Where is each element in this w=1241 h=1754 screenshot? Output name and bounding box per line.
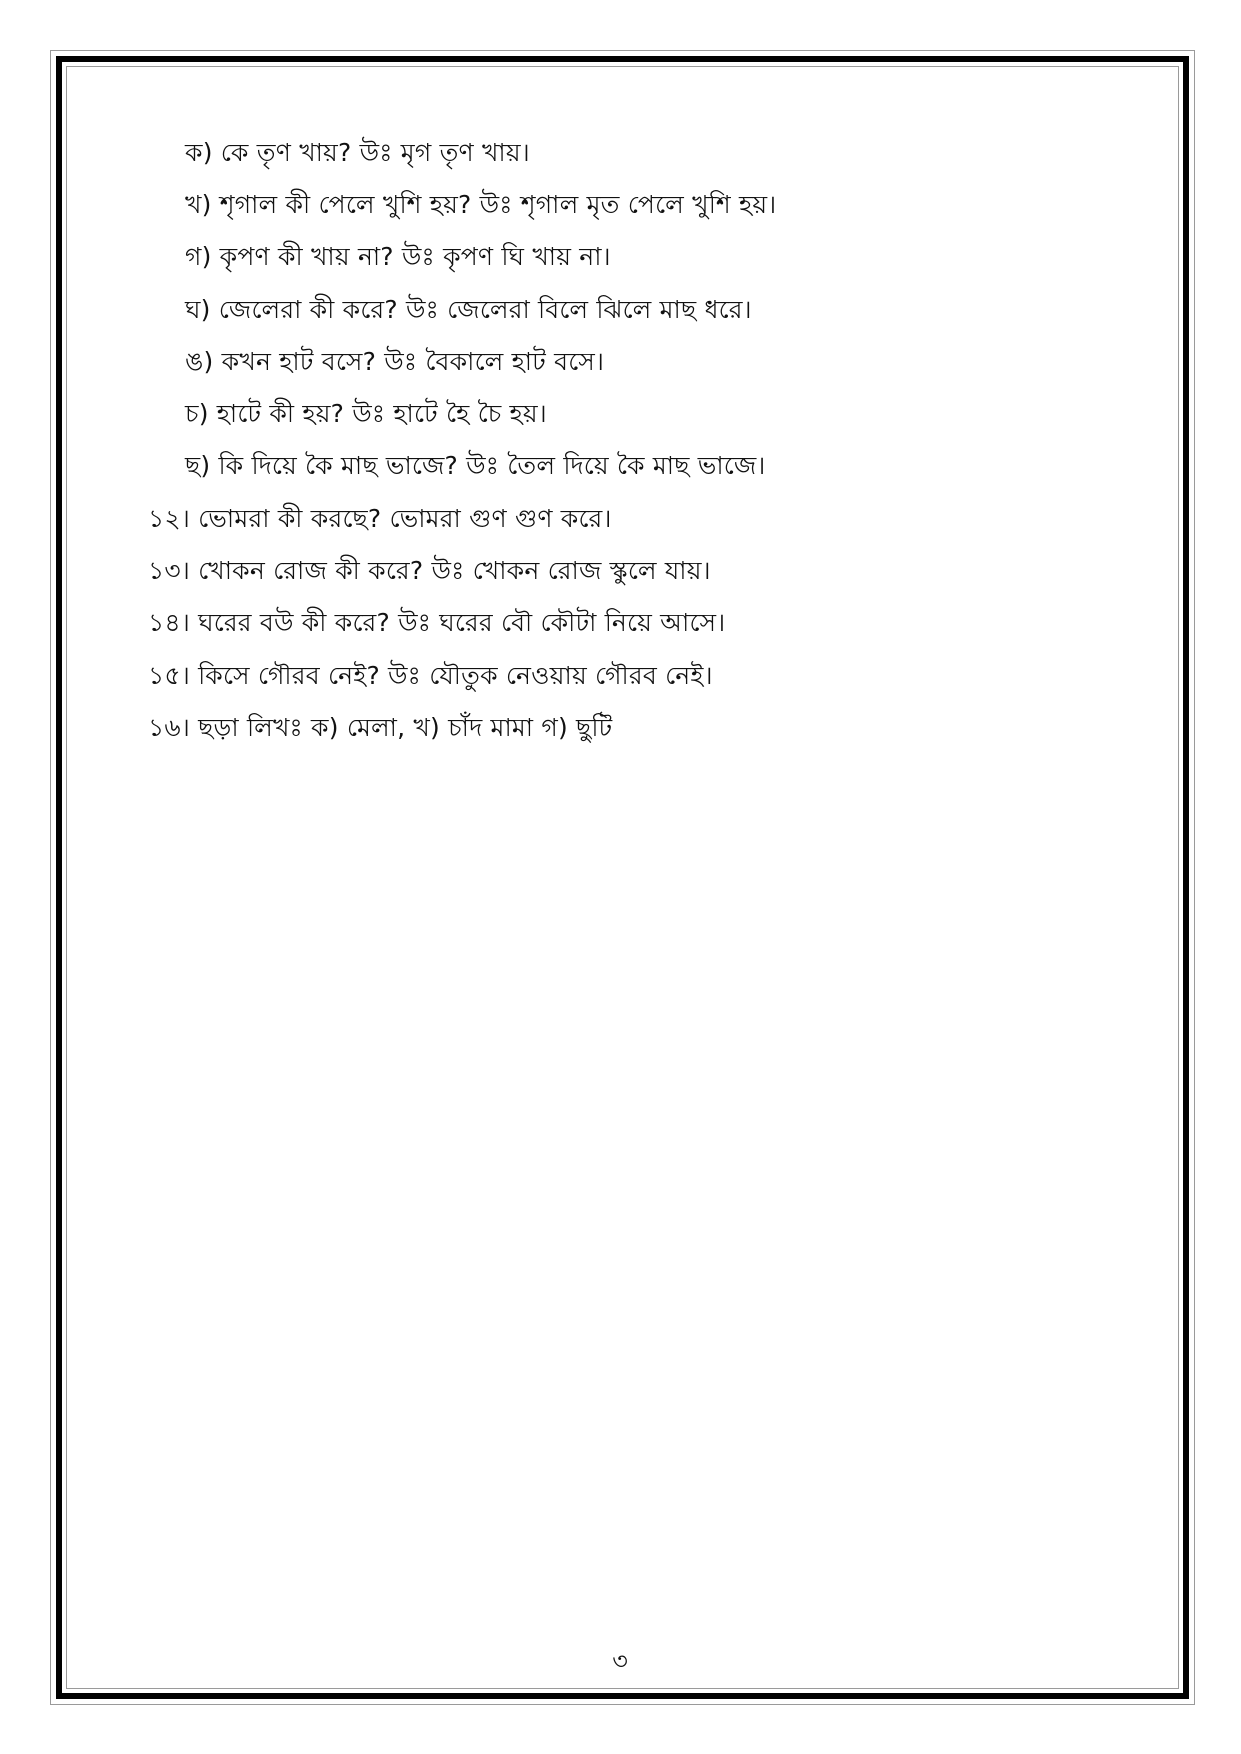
sub-question-cha: চ) হাটে কী হয়? উঃ হাটে হৈ চৈ হয়। [185, 399, 547, 428]
question-14: ১৪। ঘরের বউ কী করে? উঃ ঘরের বৌ কৌটা নিয়ে আসে। [148, 608, 726, 637]
question-12: ১২। ভোমরা কী করছে? ভোমরা গুণ গুণ করে। [148, 504, 612, 533]
sub-question-ga: গ) কৃপণ কী খায় না? উঃ কৃপণ ঘি খায় না। [185, 242, 611, 271]
page-number: ৩ [612, 1647, 628, 1675]
question-16: ১৬। ছড়া লিখঃ ক) মেলা, খ) চাঁদ মামা গ) ছুটি [148, 713, 613, 742]
question-13: ১৩। খোকন রোজ কী করে? উঃ খোকন রোজ স্কুলে যায়। [148, 556, 711, 585]
sub-question-umo: ঙ) কখন হাট বসে? উঃ বৈকালে হাট বসে। [185, 347, 605, 376]
sub-question-chha: ছ) কি দিয়ে কৈ মাছ ভাজে? উঃ তৈল দিয়ে কৈ মাছ ভাজে। [185, 451, 766, 480]
sub-question-gha: ঘ) জেলেরা কী করে? উঃ জেলেরা বিলে ঝিলে মাছ ধরে। [185, 295, 752, 324]
sub-question-ka: ক) কে তৃণ খায়? উঃ মৃগ তৃণ খায়। [185, 138, 530, 167]
sub-question-kha: খ) শৃগাল কী পেলে খুশি হয়? উঃ শৃগাল মৃত পেলে খুশি হয়। [185, 190, 777, 219]
question-15: ১৫। কিসে গৌরব নেই? উঃ যৌতুক নেওয়ায় গৌরব নেই। [148, 661, 713, 690]
